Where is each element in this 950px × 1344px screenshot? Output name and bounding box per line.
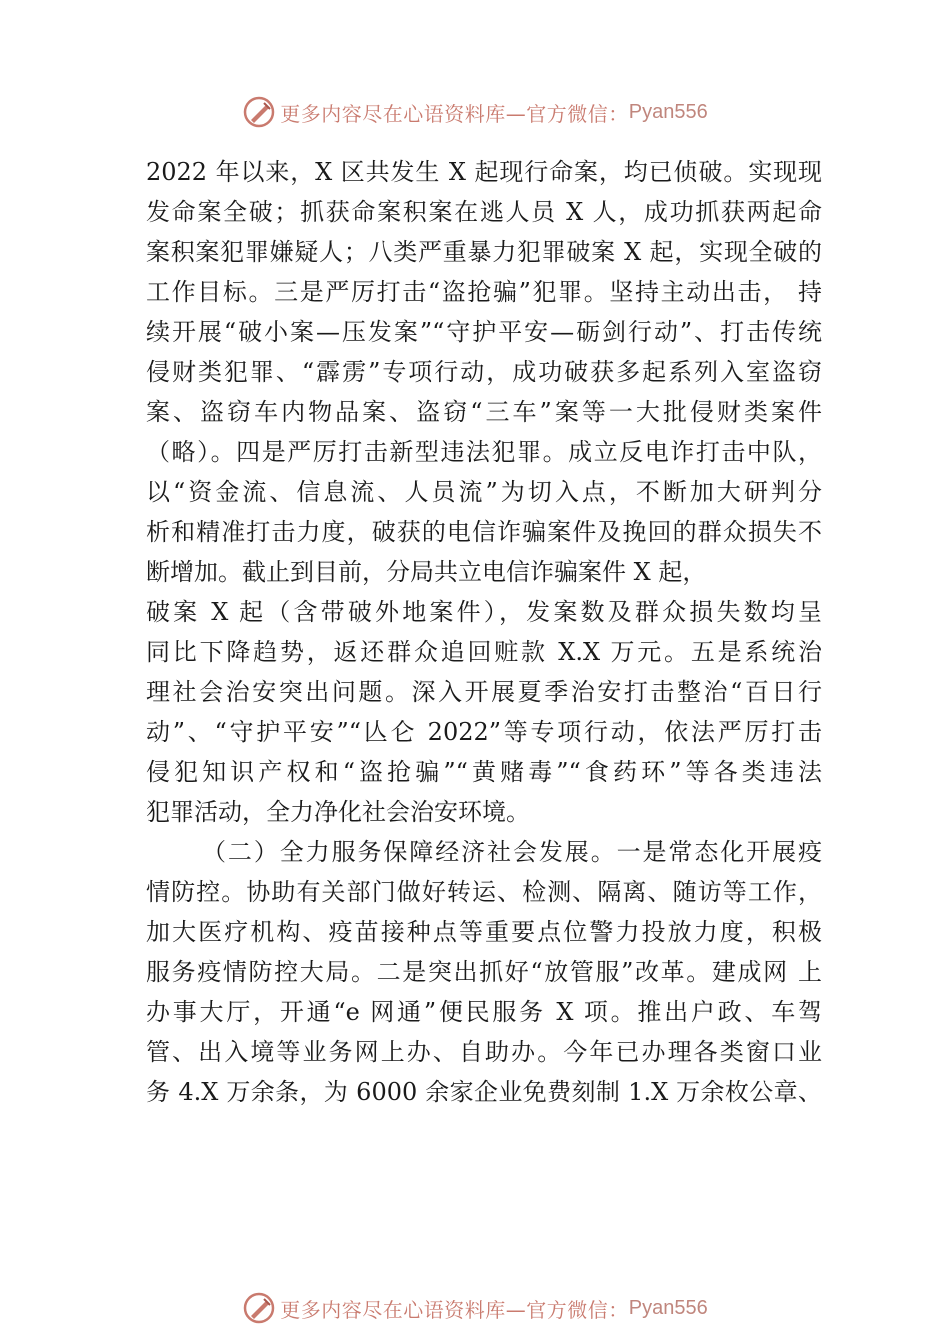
text-line: 以“资金流、信息流、人员流”为切入点，不断加大研判分: [146, 478, 822, 506]
text-line: 发命案全破；抓获命案积案在逃人员 X 人，成功抓获两起命: [146, 198, 822, 226]
text-line: 办事大厅，开通“e 网通”便民服务 X 项。推出户政、车驾: [146, 998, 822, 1026]
text-line: 务 4.X 万余条，为 6000 余家企业免费刻制 1.X 万余枚公章、: [146, 1078, 822, 1106]
section-heading-line: （二）全力服务保障经济社会发展。一是常态化开展疫: [202, 838, 822, 866]
text-line: 析和精准打击力度，破获的电信诈骗案件及挽回的群众损失不: [146, 518, 822, 546]
text-line: 情防控。协助有关部门做好转运、检测、隔离、随访等工作，: [146, 878, 822, 906]
text-line: 案、盗窃车内物品案、盗窃“三车”案等一大批侵财类案件: [146, 398, 822, 426]
text-line: （略）。四是严厉打击新型违法犯罪。成立反电诈打击中队，: [146, 438, 822, 466]
watermark-text: 更多内容尽在心语资料库—官方微信：: [280, 1297, 629, 1322]
text-line: 服务疫情防控大局。二是突出抓好“放管服”改革。建成网 上: [146, 958, 822, 986]
text-line: 案积案犯罪嫌疑人；八类严重暴力犯罪破案 X 起，实现全破的: [146, 238, 822, 266]
text-line: 侵犯知识产权和“盗抢骗”“黄赌毒”“食药环”等各类违法: [146, 758, 822, 786]
footer-watermark: [0, 1288, 950, 1328]
text-line: 侵财类犯罪、“霹雳”专项行动，成功破获多起系列入室盗窃: [146, 358, 822, 386]
text-line: 续开展“破小案—压发案”“守护平安—砺剑行动”、打击传统: [146, 318, 822, 346]
text-line: 工作目标。三是严厉打击“盗抢骗”犯罪。坚持主动出击， 持: [146, 278, 822, 306]
text-line: 同比下降趋势，返还群众追回赃款 X.X 万元。五是系统治: [146, 638, 822, 666]
text-line: 犯罪活动，全力净化社会治安环境。: [146, 798, 530, 826]
watermark-handle: Pyan556: [628, 1296, 708, 1319]
text-line: 理社会治安突出问题。深入开展夏季治安打击整治“百日行: [146, 678, 822, 706]
document-body: [146, 152, 822, 1112]
text-line: 管、出入境等业务网上办、自助办。今年已办理各类窗口业: [146, 1038, 822, 1066]
text-line: 断增加。截止到目前，分局共立电信诈骗案件 X 起，: [146, 558, 707, 586]
pen-logo-icon: [242, 95, 276, 129]
header-watermark: [0, 92, 950, 132]
text-line: 破案 X 起（含带破外地案件），发案数及群众损失数均呈: [146, 598, 822, 626]
text-line: 2022 年以来，X 区共发生 X 起现行命案，均已侦破。实现现: [146, 158, 822, 186]
watermark-handle: Pyan556: [628, 100, 708, 123]
pen-logo-icon: [242, 1291, 276, 1325]
text-line: 动”、“守护平安”“亾仑 2022”等专项行动，依法严厉打击: [146, 718, 822, 746]
text-line: 加大医疗机构、疫苗接种点等重要点位警力投放力度，积极: [146, 918, 822, 946]
watermark-text: 更多内容尽在心语资料库—官方微信：: [280, 101, 629, 126]
